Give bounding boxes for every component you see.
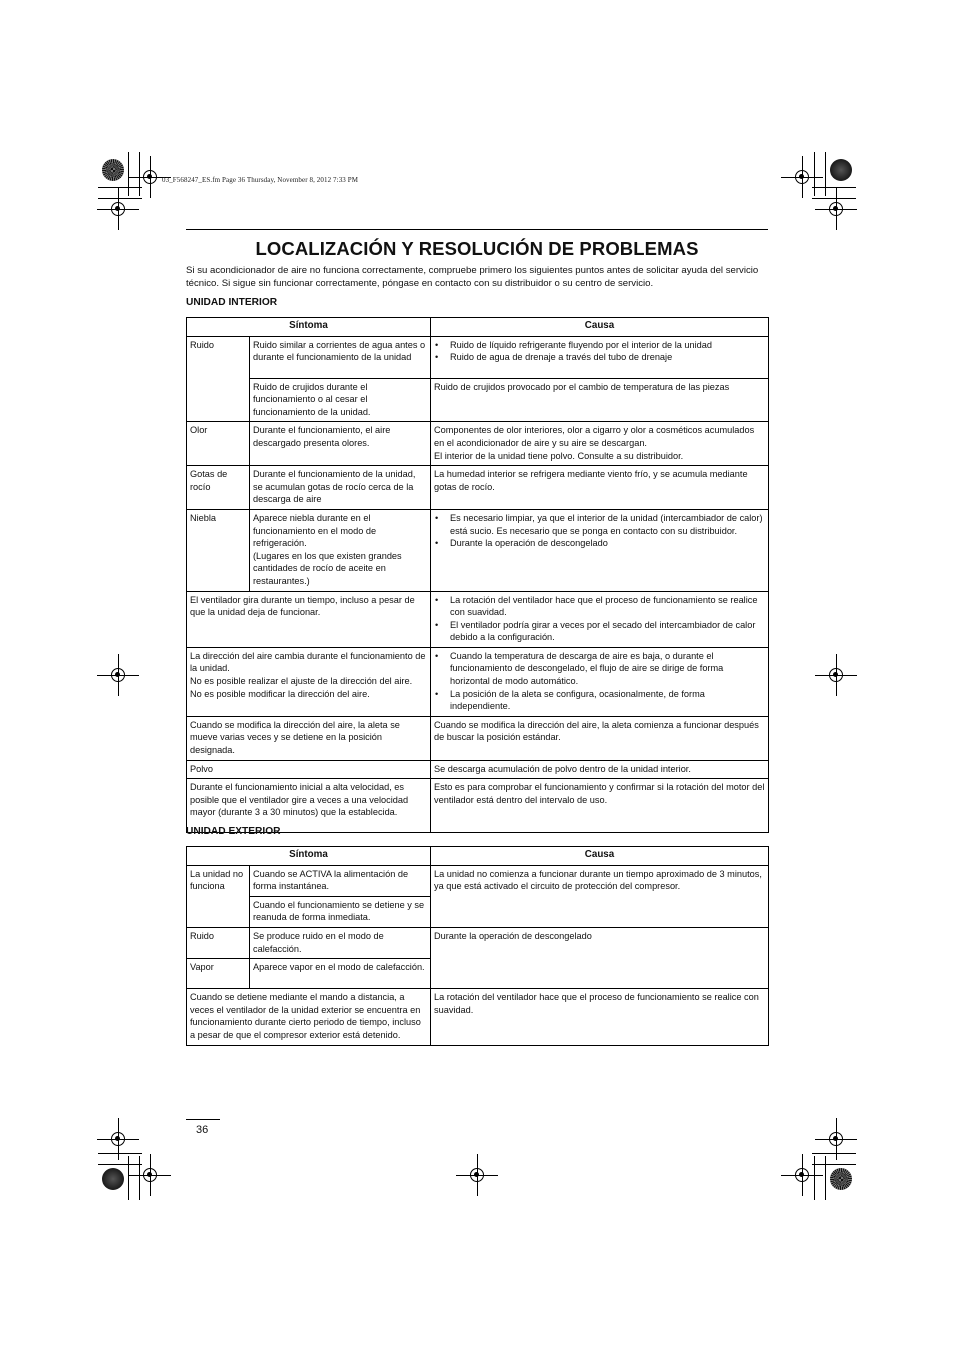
table-row [187, 422, 769, 466]
trim-mark [98, 187, 142, 188]
trim-mark [812, 187, 856, 188]
trim-mark [814, 152, 815, 196]
symptom-detail: Cuando se ACTIVA la alimentación de forma instantánea. [250, 865, 431, 896]
cause-item: • Ruido de agua de drenaje a través del tubo de drenaje [434, 351, 765, 364]
symptom-detail: Durante el funcionamiento de la unidad, se acumulan gotas de rocío cerca de la descarga de aire [250, 466, 431, 510]
cause-cell: Durante la operación de descongelado [431, 927, 769, 988]
table-row [187, 716, 769, 760]
symptom-cell: Durante el funcionamiento inicial a alta velocidad, es posible que el ventilador gire a veces a una velocidad mayor (durante 3 a 30 minutos) que la establecida. [187, 779, 431, 833]
column-header-symptom: Síntoma [187, 318, 431, 337]
cause-item: • Ruido de líquido refrigerante fluyendo por el interior de la unidad [434, 339, 765, 352]
file-header-note: 03_F568247_ES.fm Page 36 Thursday, November 8, 2012 7:33 PM [162, 176, 359, 184]
table-header-row [187, 318, 769, 337]
symptom-category: Olor [187, 422, 250, 466]
trim-mark [128, 152, 129, 196]
cause-cell: La unidad no comienza a funcionar durante un tiempo aproximado de 3 minutos, ya que está activado el circuito de protección del compresor. [431, 865, 769, 927]
trim-mark [812, 1164, 856, 1165]
cause-cell: Cuando se modifica la dirección del aire, la aleta comienza a funcionar después de buscar la posición estándar. [431, 716, 769, 760]
cause-item: • La posición de la aleta se configura, ocasionalmente, de forma independiente. [434, 688, 765, 713]
cause-cell [431, 509, 769, 591]
symptom-cell: El ventilador gira durante un tiempo, incluso a pesar de que la unidad deja de funcionar. [187, 591, 431, 647]
cause-cell: Se descarga acumulación de polvo dentro de la unidad interior. [431, 760, 769, 779]
cause-cell [431, 647, 769, 716]
symptom-category: Ruido [187, 336, 250, 422]
footer-rule [186, 1119, 220, 1120]
symptom-cell: Cuando se modifica la dirección del aire, la aleta se mueve varias veces y se detiene en la posición designada. [187, 716, 431, 760]
cause-cell [431, 336, 769, 378]
symptom-cell: Polvo [187, 760, 431, 779]
trim-mark [98, 1164, 142, 1165]
table-row [187, 647, 769, 716]
page-number: 36 [196, 1124, 209, 1136]
trim-mark [812, 1153, 856, 1154]
table-row [187, 927, 769, 958]
trim-mark [98, 1153, 142, 1154]
symptom-detail: Aparece vapor en el modo de calefacción. [250, 959, 431, 989]
registration-disc-icon [102, 159, 124, 181]
symptom-category: Vapor [187, 959, 250, 989]
table-row [187, 336, 769, 378]
trim-mark [128, 1156, 129, 1200]
cause-item: • Cuando la temperatura de descarga de aire es baja, o durante el funcionamiento de descongelado, el flujo de aire se dirige de forma horizontal de modo automático. [434, 650, 765, 688]
top-rule [186, 229, 768, 230]
cause-cell: Ruido de crujidos provocado por el cambio de temperatura de las piezas [431, 378, 769, 422]
indoor-heading: UNIDAD INTERIOR [186, 297, 278, 308]
symptom-detail: Cuando el funcionamiento se detiene y se reanuda de forma inmediata. [250, 896, 431, 927]
symptom-cell: Cuando se detiene mediante el mando a distancia, a veces el ventilador de la unidad exterior se encuentra en funcionamiento durante cierto periodo de tiempo, incluso a pesar de que el compresor exterior está detenido. [187, 989, 431, 1045]
table-row [187, 865, 769, 896]
symptom-category: Niebla [187, 509, 250, 591]
trim-mark [814, 1156, 815, 1200]
trim-mark [825, 152, 826, 196]
column-header-cause: Causa [431, 847, 769, 866]
table-header-row [187, 847, 769, 866]
outdoor-heading: UNIDAD EXTERIOR [186, 826, 281, 837]
outdoor-table [186, 846, 769, 1046]
cause-item: • Durante la operación de descongelado [434, 537, 765, 550]
trim-mark [98, 198, 142, 199]
indoor-table [186, 317, 769, 833]
registration-disc-icon [830, 159, 852, 181]
table-row [187, 989, 769, 1045]
cause-cell: La humedad interior se refrigera mediante viento frío, y se acumula mediante gotas de rocío. [431, 466, 769, 510]
symptom-category: Ruido [187, 927, 250, 958]
trim-mark [812, 198, 856, 199]
cause-cell: La rotación del ventilador hace que el proceso de funcionamiento se realice con suavidad. [431, 989, 769, 1045]
trim-mark [825, 1156, 826, 1200]
trim-mark [139, 152, 140, 196]
cause-cell [431, 591, 769, 647]
table-row [187, 509, 769, 591]
table-row [187, 378, 769, 422]
symptom-detail: Se produce ruido en el modo de calefacción. [250, 927, 431, 958]
symptom-cell: La dirección del aire cambia durante el funcionamiento de la unidad. No es posible realizar el ajuste de la dirección del aire. No es posible modificar la dirección del aire. [187, 647, 431, 716]
table-row [187, 591, 769, 647]
table-row [187, 779, 769, 833]
symptom-detail: Aparece niebla durante en el funcionamiento en el modo de refrigeración. (Lugares en los que existen grandes cantidades de rocío de aceite en restaurantes.) [250, 509, 431, 591]
cause-item: • El ventilador podría girar a veces por el secado del intercambiador de calor debido a la configuración. [434, 619, 765, 644]
registration-disc-icon [830, 1168, 852, 1190]
symptom-detail: Ruido similar a corrientes de agua antes o durante el funcionamiento de la unidad [250, 336, 431, 378]
cause-cell: Esto es para comprobar el funcionamiento y confirmar si la rotación del motor del ventilador está dentro del intervalo de uso. [431, 779, 769, 833]
intro-paragraph: Si su acondicionador de aire no funciona correctamente, compruebe primero los siguientes puntos antes de solicitar ayuda del servicio técnico. Si sigue sin funcionar correctamente, póngase en contacto con su distribuidor o su centro de servicio. [186, 265, 759, 289]
cause-item: • Es necesario limpiar, ya que el interior de la unidad (intercambiador de calor) está sucio. Es necesario que se ponga en contacto con su distribuidor. [434, 512, 765, 537]
cause-cell: Componentes de olor interiores, olor a cigarro y olor a cosméticos acumulados en el acondicionador de aire y su aire se descargan. El interior de la unidad tiene polvo. Consulte a su distribuidor. [431, 422, 769, 466]
cause-item: • La rotación del ventilador hace que el proceso de funcionamiento se realice con suavidad. [434, 594, 765, 619]
table-row [187, 466, 769, 510]
registration-disc-icon [102, 1168, 124, 1190]
trim-mark [139, 1156, 140, 1200]
symptom-category: La unidad no funciona [187, 865, 250, 927]
symptom-detail: Durante el funcionamiento, el aire descargado presenta olores. [250, 422, 431, 466]
table-row [187, 760, 769, 779]
symptom-category: Gotas de rocío [187, 466, 250, 510]
symptom-detail: Ruido de crujidos durante el funcionamiento o al cesar el funcionamiento de la unidad. [250, 378, 431, 422]
column-header-cause: Causa [431, 318, 769, 337]
page-title: LOCALIZACIÓN Y RESOLUCIÓN DE PROBLEMAS [255, 238, 699, 259]
column-header-symptom: Síntoma [187, 847, 431, 866]
